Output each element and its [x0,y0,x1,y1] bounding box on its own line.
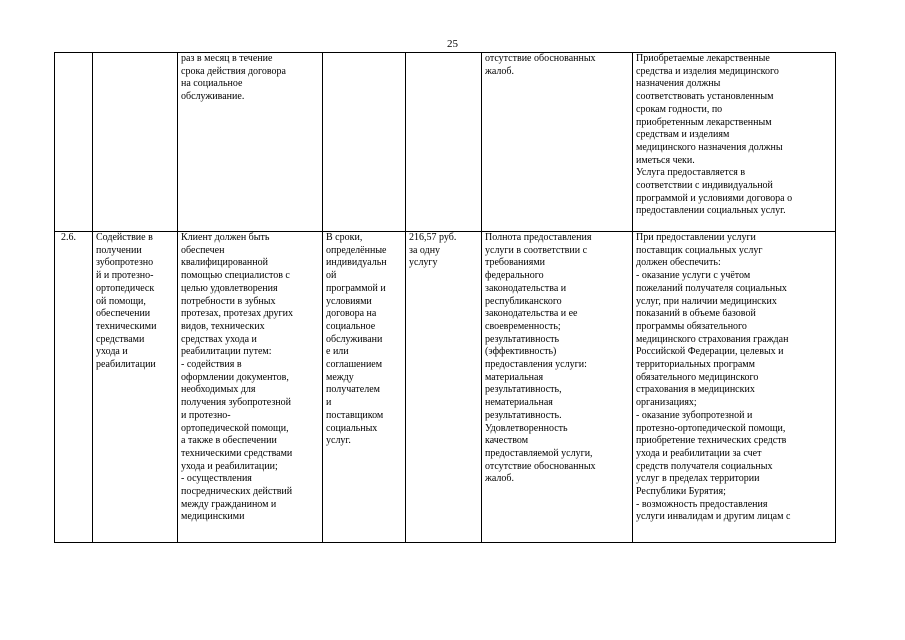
cell-service-name: Содействие в получении зубопротезно й и протезно- ортопедическ ой помощи, обеспечении техническими средствами ухода и реабилитации [93,232,178,543]
cell-conditions: При предоставлении услуги поставщик социальных услуг должен обеспечить: - оказание услуги с учётом пожеланий получателя социальных услуг, при наличии медицинских показаний в объеме базовой программы обязательного медицинского страхования граждан Российской Федерации, целевых и территориальных программ обязательного медицинского страхования в медицинских организациях; - оказание зубопротезной и протезно-ортопедической помощи, приобретение технических средств ухода и реабилитации за счет средств получателя социальных услуг в пределах территории Республики Бурятия; - возможность предоставления услуги инвалидам и другим лицам с [633,232,836,543]
cell-service-name [93,53,178,232]
cell-number: 2.6. [55,232,93,543]
cell-timing [323,53,406,232]
cell-number [55,53,93,232]
cell-description: раз в месяц в течение срока действия договора на социальное обслуживание. [178,53,323,232]
table-row [55,53,836,232]
cell-quality-indicators: отсутствие обоснованных жалоб. [482,53,633,232]
page-number: 25 [447,38,458,50]
cell-timing: В сроки, определённые индивидуальн ой программой и условиями договора на социальное обслуживани е или соглашением между получателем и поставщиком социальных услуг. [323,232,406,543]
table-row [55,232,836,543]
cell-price [406,53,482,232]
cell-quality-indicators: Полнота предоставления услуги в соответствии с требованиями федерального законодательства и республиканского законодательства и ее своевременность; результативность (эффективность) предоставления услуги: материальная результативность, нематериальная результативность. Удовлетворенность качеством предоставляемой услуги, отсутствие обоснованных жалоб. [482,232,633,543]
cell-description: Клиент должен быть обеспечен квалифицированной помощью специалистов с целью удовлетворения потребности в зубных протезах, протезах других видов, технических средствах ухода и реабилитации путем: - содействия в оформлении документов, необходимых для получения зубопротезной и протезно- ортопедической помощи, а также в обеспечении техническими средствами ухода и реабилитации; - осуществления посреднических действий между гражданином и медицинскими [178,232,323,543]
cell-conditions: Приобретаемые лекарственные средства и изделия медицинского назначения должны соответствовать установленным срокам годности, по приобретенным лекарственным средствам и изделиям медицинского назначения должны иметься чеки. Услуга предоставляется в соответствии с индивидуальной программой и условиями договора о предоставлении социальных услуг. [633,53,836,232]
services-table [54,52,836,543]
cell-price: 216,57 руб. за одну услугу [406,232,482,543]
